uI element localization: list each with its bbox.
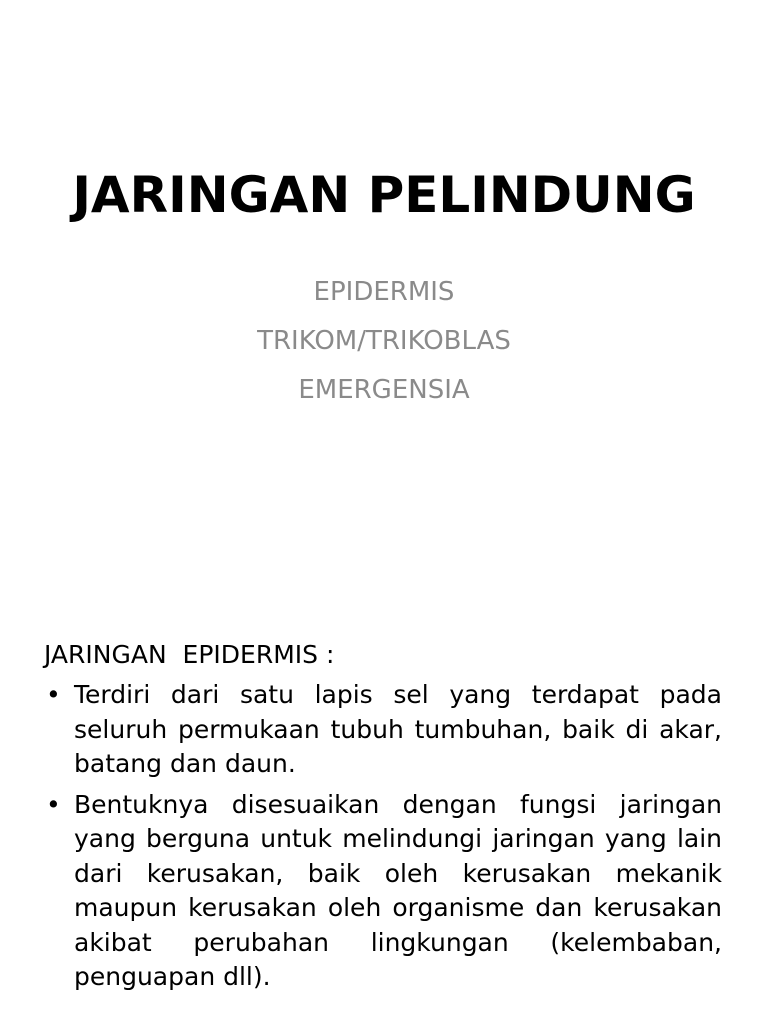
bullet-item	[44, 678, 722, 782]
bullet-text: Terdiri dari satu lapis sel yang terdapat pada seluruh permukaan tubuh tumbuhan, baik di akar, batang dan daun.	[74, 680, 722, 778]
section-heading: JARINGAN EPIDERMIS :	[44, 640, 335, 669]
subtitle-epidermis: EPIDERMIS	[313, 277, 455, 307]
subtitle-list	[0, 268, 768, 415]
bullet-text: Bentuknya disesuaikan dengan fungsi jaringan yang berguna untuk melindungi jaringan yang lain dari kerusakan, baik oleh kerusakan mekanik maupun kerusakan oleh organisme dan kerusakan akibat perubahan lingkungan (kelembaban, penguapan dll).	[74, 789, 722, 991]
bullet-icon: •	[46, 680, 61, 709]
slide-title: JARINGAN PELINDUNG	[72, 166, 696, 224]
subtitle-trikom: TRIKOM/TRIKOBLAS	[257, 326, 511, 356]
bullet-item	[44, 788, 722, 995]
epidermis-section	[44, 636, 722, 1001]
bullet-list	[44, 678, 722, 995]
subtitle-emergensia: EMERGENSIA	[298, 375, 470, 405]
bullet-icon: •	[46, 789, 61, 819]
